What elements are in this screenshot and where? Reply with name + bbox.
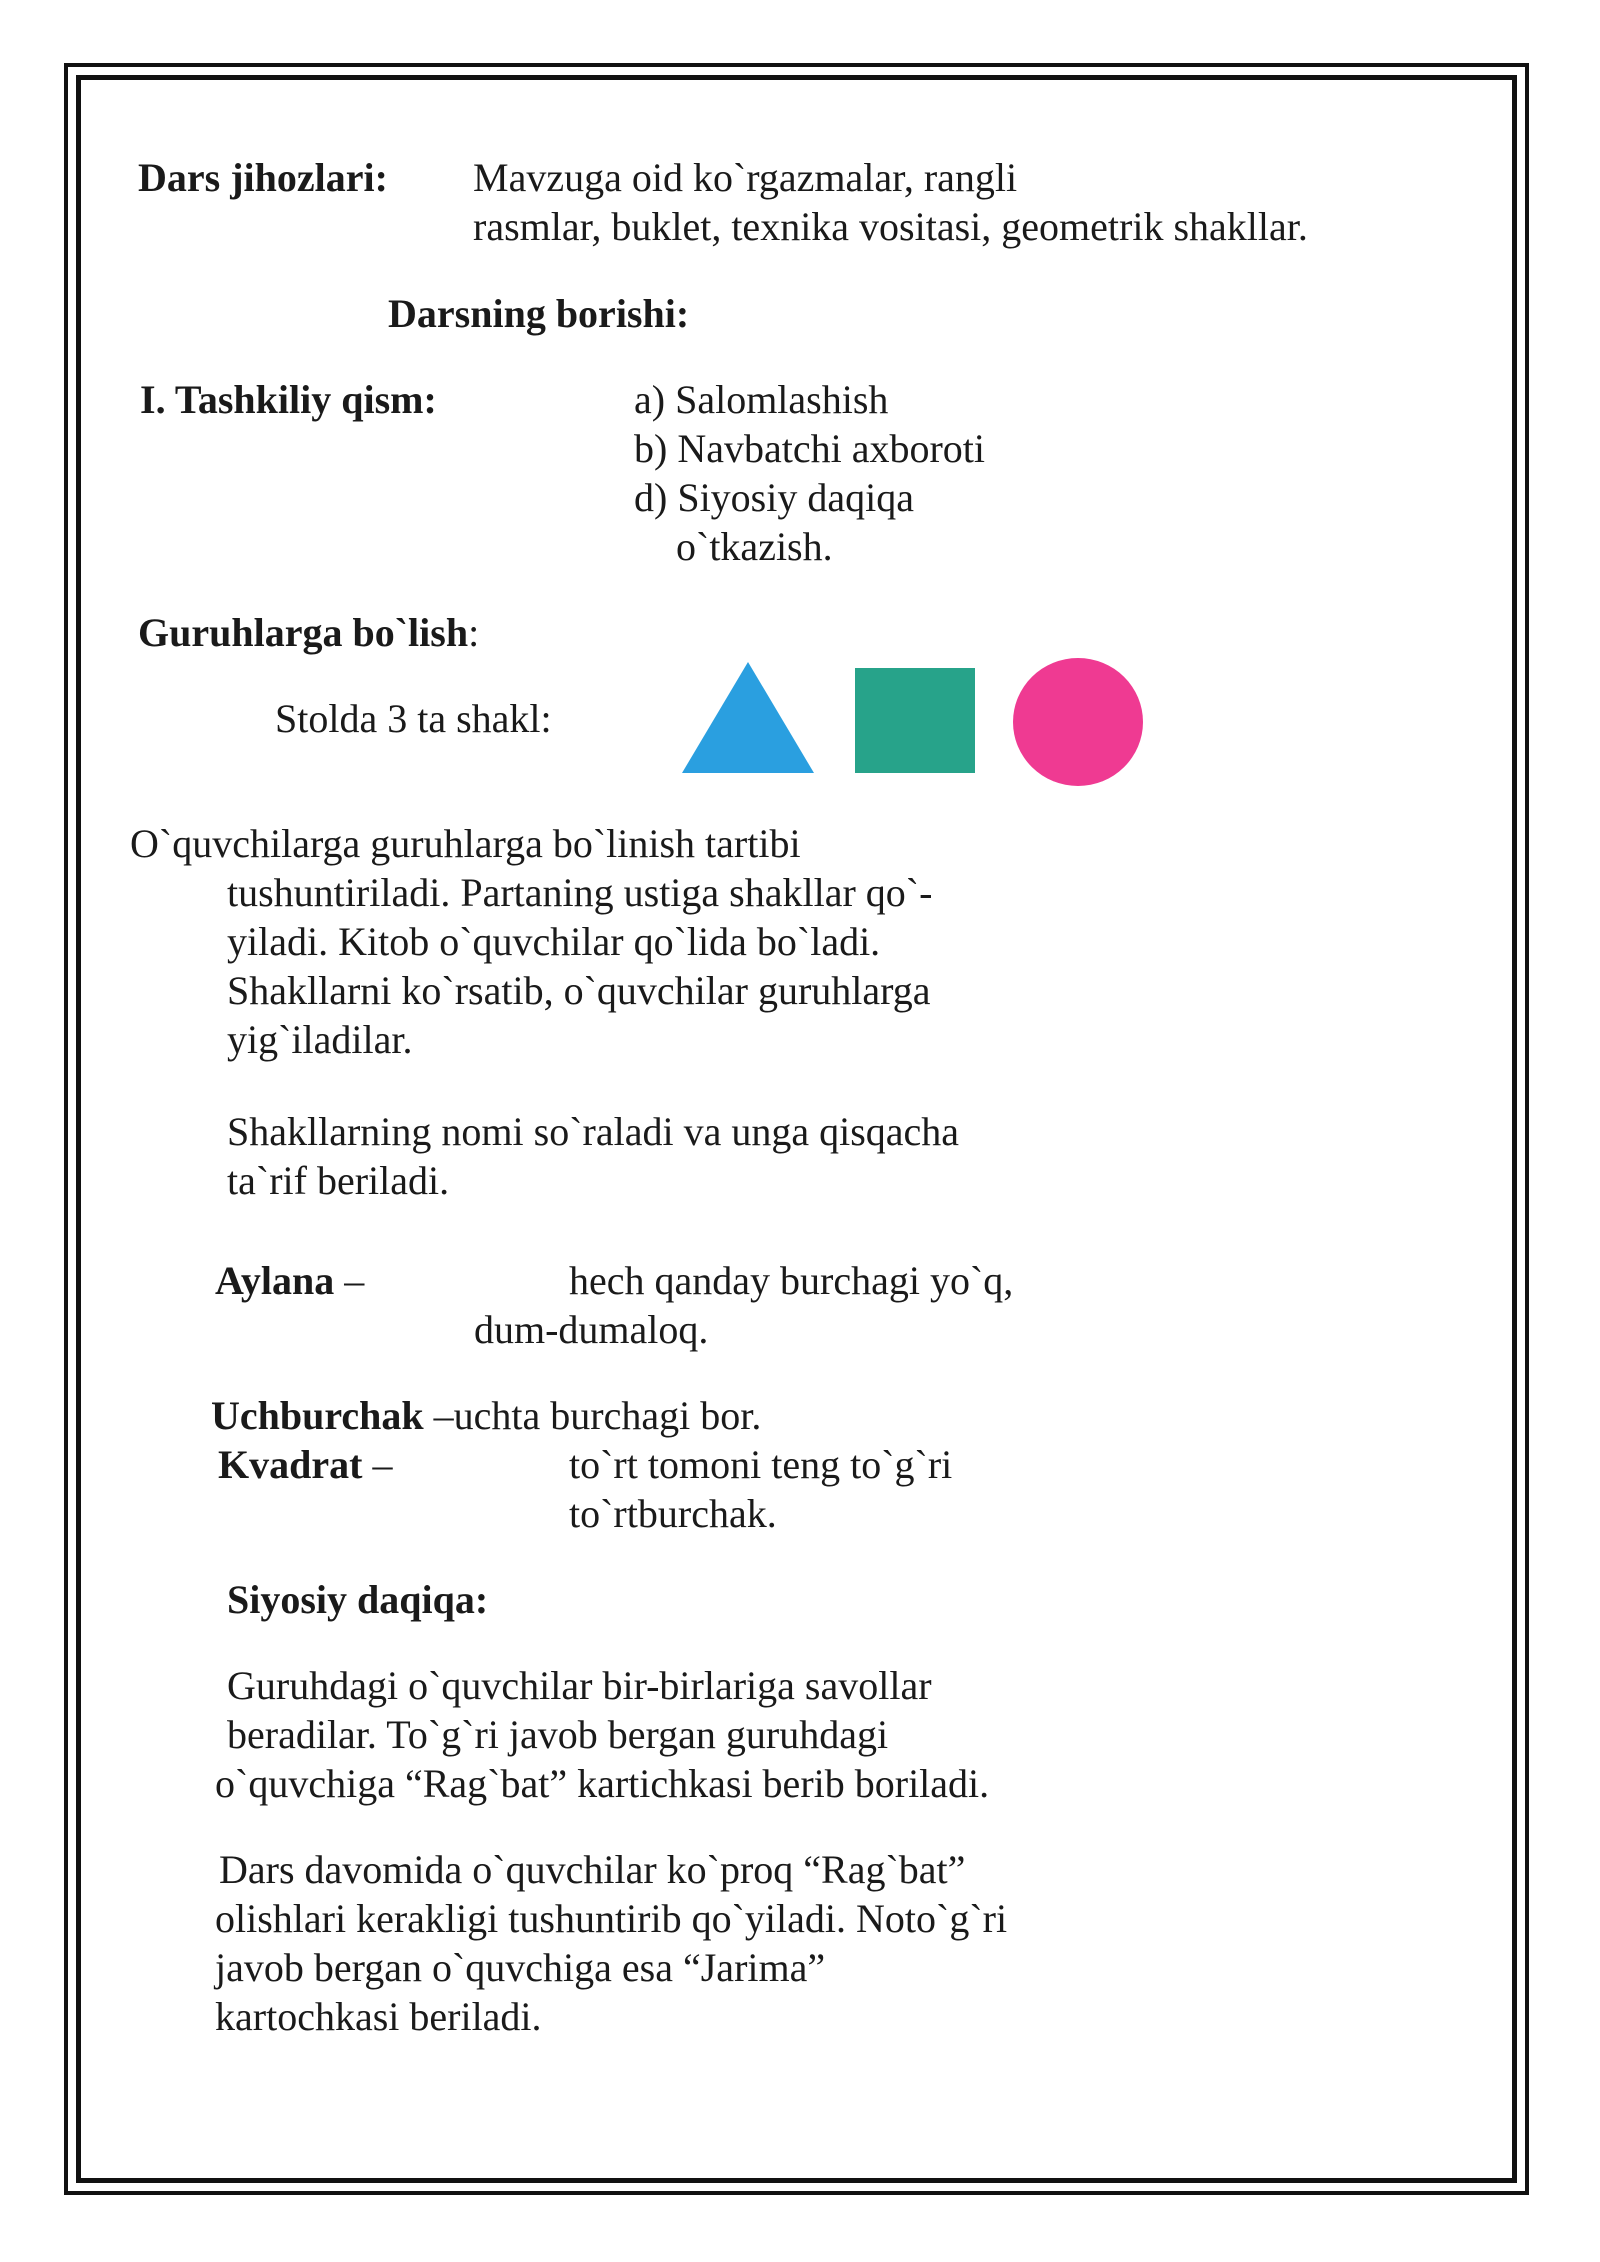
grouping-label: Guruhlarga bo`lish — [138, 610, 469, 655]
definition-kvadrat-term: Kvadrat – — [218, 1442, 393, 1487]
lesson-heading: Darsning borishi: — [388, 291, 690, 336]
definition-aylana-text: dum-dumaloq. — [474, 1307, 709, 1352]
paragraph-line: Shakllarni ko`rsatib, o`quvchilar guruhlarga — [227, 968, 931, 1013]
grouping-colon: : — [468, 610, 480, 655]
paragraph-line: O`quvchilarga guruhlarga bo`linish tartibi — [130, 821, 801, 866]
paragraph-line: kartochkasi beriladi. — [215, 1994, 542, 2039]
paragraph-line: javob bergan o`quvchiga esa “Jarima” — [215, 1945, 826, 1990]
circle-icon — [1013, 658, 1143, 786]
definition-uchburchak: Uchburchak –uchta burchagi bor. — [211, 1393, 762, 1438]
organizational-item: a) Salomlashish — [634, 377, 889, 422]
triangle-icon — [680, 660, 816, 775]
paragraph-line: beradilar. To`g`ri javob bergan guruhdagi — [227, 1712, 889, 1757]
organizational-label: I. Tashkiliy qism: — [140, 377, 437, 422]
paragraph-line: yiladi. Kitob o`quvchilar qo`lida bo`ladi. — [227, 919, 881, 964]
definition-aylana-text: hech qanday burchagi yo`q, — [569, 1258, 1014, 1303]
square-icon — [855, 668, 975, 773]
table-shapes-text: Stolda 3 ta shakl: — [275, 696, 552, 741]
paragraph-line: Dars davomida o`quvchilar ko`proq “Rag`bat” — [219, 1847, 966, 1892]
paragraph-line: Guruhdagi o`quvchilar bir-birlariga savollar — [227, 1663, 932, 1708]
paragraph-line: Shakllarning nomi so`raladi va unga qisqacha — [227, 1109, 960, 1154]
paragraph-line: o`quvchiga “Rag`bat” kartichkasi berib boriladi. — [215, 1761, 990, 1806]
paragraph-line: yig`iladilar. — [227, 1017, 413, 1062]
grouping-heading — [138, 608, 479, 657]
definition-kvadrat-text: to`rtburchak. — [569, 1491, 777, 1536]
definition-aylana-term: Aylana – — [215, 1258, 365, 1303]
organizational-item: o`tkazish. — [676, 524, 833, 569]
organizational-item: b) Navbatchi axboroti — [634, 426, 985, 471]
paragraph-line: tushuntiriladi. Partaning ustiga shakllar qo`- — [227, 870, 933, 915]
equipment-text-line2: rasmlar, buklet, texnika vositasi, geometrik shakllar. — [473, 204, 1308, 249]
equipment-label: Dars jihozlari: — [138, 155, 388, 200]
organizational-item: d) Siyosiy daqiqa — [634, 475, 914, 520]
political-heading: Siyosiy daqiqa: — [227, 1577, 489, 1622]
paragraph-line: ta`rif beriladi. — [227, 1158, 450, 1203]
paragraph-line: olishlari kerakligi tushuntirib qo`yiladi. Noto`g`ri — [215, 1896, 1008, 1941]
definition-kvadrat-text: to`rt tomoni teng to`g`ri — [569, 1442, 953, 1487]
equipment-text-line1: Mavzuga oid ko`rgazmalar, rangli — [473, 155, 1018, 200]
